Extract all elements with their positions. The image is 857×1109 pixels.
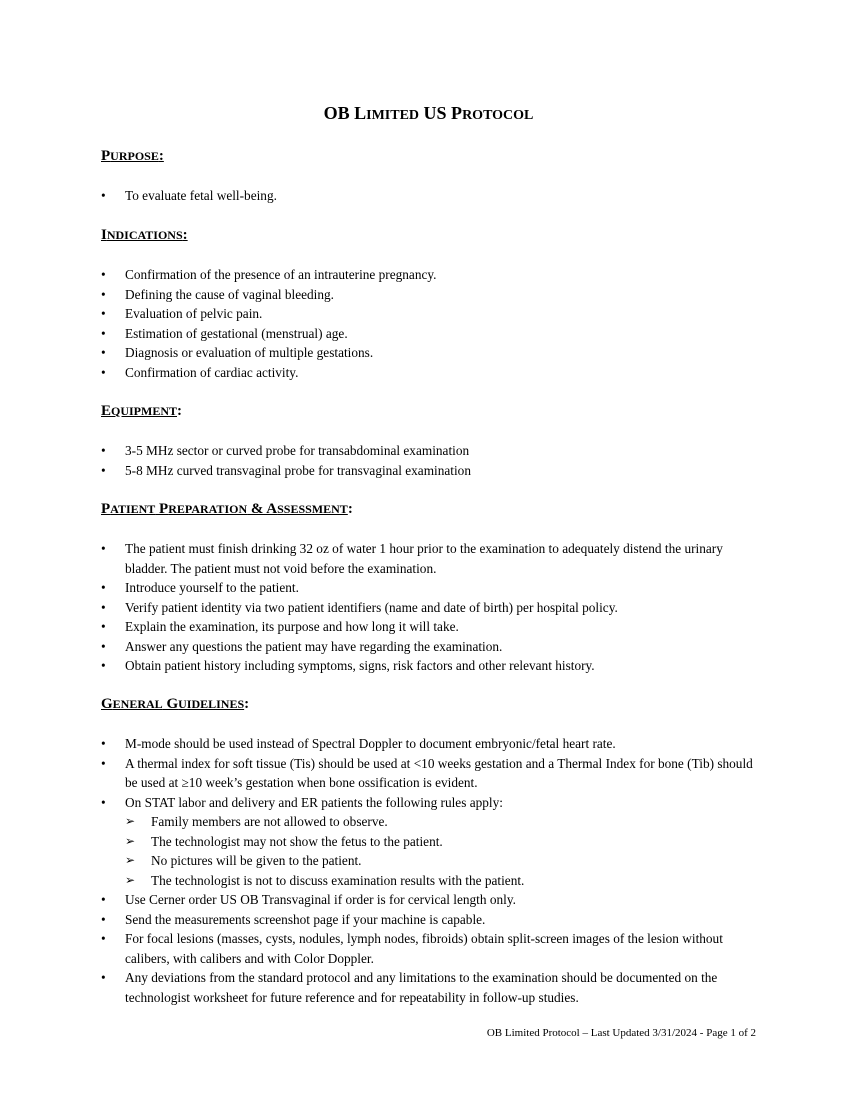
- sub-list-item: ➢ The technologist is not to discuss examination results with the patient.: [125, 871, 761, 891]
- bullet-icon: •: [101, 443, 106, 458]
- bullet-icon: •: [101, 580, 106, 595]
- arrow-bullet-icon: ➢: [125, 814, 136, 828]
- sub-list-item: ➢ Family members are not allowed to observe.: [125, 812, 761, 832]
- list-item: • Defining the cause of vaginal bleeding.: [101, 285, 761, 305]
- stat-rules-list: [125, 812, 761, 890]
- purpose-heading: PURPOSE:: [101, 148, 164, 164]
- list-item: • For focal lesions (masses, cysts, nodules, lymph nodes, fibroids) obtain split-screen images of the lesion without calibers, with calibers and with Color Doppler.: [101, 931, 723, 966]
- list-item: • A thermal index for soft tissue (Tis) should be used at <10 weeks gestation and a Thermal Index for bone (Tib) should be used at ≥10 week’s gestation when bone ossification is evident.: [101, 755, 753, 790]
- list-item: • Diagnosis or evaluation of multiple gestations.: [101, 343, 761, 363]
- list-item: • M-mode should be used instead of Spectral Doppler to document embryonic/fetal heart rate.: [101, 734, 761, 754]
- equipment-list: [101, 441, 761, 480]
- bullet-icon: •: [101, 970, 106, 985]
- list-item: • Obtain patient history including symptoms, signs, risk factors and other relevant history.: [101, 656, 761, 676]
- page-footer: OB Limited Protocol – Last Updated 3/31/2024 - Page 1 of 2: [486, 1027, 756, 1039]
- bullet-icon: •: [101, 619, 106, 634]
- bullet-icon: •: [101, 345, 106, 360]
- list-item: • Any deviations from the standard protocol and any limitations to the examination should be documented on the technologist worksheet for future reference and for repeatability in follow-up studies.: [101, 970, 718, 1005]
- list-item: • On STAT labor and delivery and ER patients the following rules apply: ➢ Family members are not allowed to observe. ➢ The technologist may not show the fetus to the patient. ➢ No pictures will be given to the patient. ➢ The technologist is not to discuss examination results with the patient.: [101, 793, 761, 891]
- bullet-icon: •: [101, 364, 106, 380]
- list-item: • Introduce yourself to the patient.: [101, 578, 761, 598]
- list-item: • Confirmation of cardiac activity.: [101, 363, 761, 383]
- bullet-icon: •: [101, 188, 106, 203]
- bullet-icon: •: [101, 286, 106, 302]
- list-item: • Answer any questions the patient may have regarding the examination.: [101, 637, 761, 657]
- bullet-icon: •: [101, 462, 106, 478]
- list-item: • Evaluation of pelvic pain.: [101, 304, 761, 324]
- list-item: • Estimation of gestational (menstrual) age.: [101, 324, 761, 344]
- list-item: • Confirmation of the presence of an intrauterine pregnancy.: [101, 265, 761, 285]
- page-title: OB LIMITED US PROTOCOL: [323, 103, 534, 123]
- arrow-bullet-icon: ➢: [125, 872, 136, 887]
- list-item: • To evaluate fetal well-being.: [101, 186, 761, 206]
- bullet-icon: •: [101, 306, 106, 321]
- preparation-list: [101, 539, 761, 676]
- bullet-icon: •: [101, 755, 106, 771]
- list-item: • 3-5 MHz sector or curved probe for transabdominal examination: [101, 441, 761, 461]
- list-item: • Explain the examination, its purpose and how long it will take.: [101, 617, 761, 637]
- sub-list-item: ➢ The technologist may not show the fetus to the patient.: [125, 832, 761, 852]
- purpose-list: [101, 186, 761, 206]
- indications-heading: INDICATIONS:: [101, 227, 188, 243]
- bullet-icon: •: [101, 892, 106, 907]
- bullet-icon: •: [101, 541, 106, 556]
- bullet-icon: •: [101, 911, 106, 927]
- guidelines-list: [101, 734, 761, 1007]
- bullet-icon: •: [101, 931, 106, 946]
- bullet-icon: •: [101, 267, 106, 282]
- bullet-icon: •: [101, 599, 106, 615]
- bullet-icon: •: [101, 794, 106, 810]
- list-item: • The patient must finish drinking 32 oz of water 1 hour prior to the examination to adequately distend the urinary bladder. The patient must not void before the examination.: [101, 541, 723, 576]
- bullet-icon: •: [101, 658, 106, 673]
- arrow-bullet-icon: ➢: [125, 833, 136, 848]
- list-item: • Use Cerner order US OB Transvaginal if order is for cervical length only.: [101, 890, 761, 910]
- preparation-heading: PATIENT PREPARATION & ASSESSMENT:: [101, 501, 353, 517]
- list-item: • Verify patient identity via two patient identifiers (name and date of birth) per hospital policy.: [101, 598, 761, 618]
- list-item: • 5-8 MHz curved transvaginal probe for transvaginal examination: [101, 461, 761, 481]
- guidelines-heading: GENERAL GUIDELINES:: [101, 696, 250, 712]
- bullet-icon: •: [101, 325, 106, 341]
- equipment-heading: EQUIPMENT:: [101, 403, 183, 419]
- bullet-icon: •: [101, 638, 106, 654]
- list-item: • Send the measurements screenshot page if your machine is capable.: [101, 910, 761, 930]
- indications-list: [101, 265, 761, 382]
- bullet-icon: •: [101, 736, 106, 751]
- arrow-bullet-icon: ➢: [125, 853, 136, 867]
- sub-list-item: ➢ No pictures will be given to the patient.: [125, 851, 761, 871]
